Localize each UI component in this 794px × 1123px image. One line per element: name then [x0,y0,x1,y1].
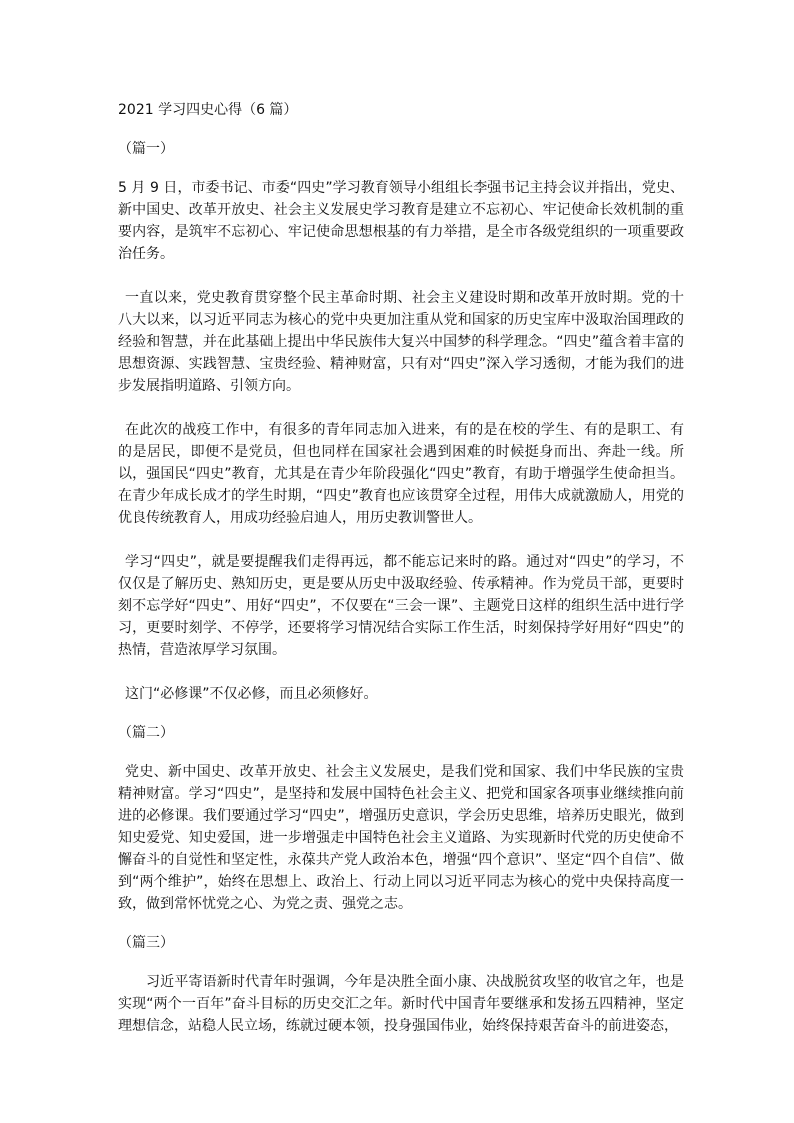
section-label-2: （篇二） [118,725,174,741]
paragraph-1-3: 在此次的战疫工作中，有很多的青年同志加入进来，有的是在校的学生、有的是职工、有的是居民，即便不是党员，但也同样在国家社会遇到困难的时候挺身而出、奔赴一线。所以，强国民“四史”教育，尤其是在青少年阶段强化“四史”教育，有助于增强学生使命担当。在青少年成长成才的学生时期，“四史”教育也应该贯穿全过程，用伟大成就激励人，用党的优良传统教育人，用成功经验启迪人，用历史教训警世人。 [118,422,684,526]
paragraph-3-1: 习近平寄语新时代青年时强调，今年是决胜全面小康、决战脱贫攻坚的收官之年，也是实现“两个一百年”奋斗目标的历史交汇之年。新时代中国青年要继承和发扬五四精神，坚定理想信念，站稳人民立场，练就过硬本领，投身强国伟业，始终保持艰苦奋斗的前进姿态， [118,974,684,1034]
section-label-3: （篇三） [118,935,174,951]
paragraph-1-2: 一直以来，党史教育贯穿整个民主革命时期、社会主义建设时期和改革开放时期。党的十八大以来，以习近平同志为核心的党中央更加注重从党和国家的历史宝库中汲取治国理政的经验和智慧，并在此基础上提出中华民族伟大复兴中国梦的科学理念。“四史”蕴含着丰富的思想资源、实践智慧、宝贵经验、精神财富，只有对“四史”深入学习透彻，才能为我们的进步发展指明道路、引领方向。 [118,290,684,394]
paragraph-1-4: 学习“四史”，就是要提醒我们走得再远，都不能忘记来时的路。通过对“四史”的学习，不仅仅是了解历史、熟知历史，更是要从历史中汲取经验、传承精神。作为党员干部，更要时刻不忘学好“四史”、用好“四史”，不仅要在“三会一课”、主题党日这样的组织生活中进行学习，更要时刻学、不停学，还要将学习情况结合实际工作生活，时刻保持学好用好“四史”的热情，营造浓厚学习氛围。 [118,554,684,658]
document-title: 2021 学习四史心得（6 篇） [118,102,298,118]
paragraph-1-1: 5 月 9 日，市委书记、市委“四史”学习教育领导小组组长李强书记主持会议并指出，党史、新中国史、改革开放史、社会主义发展史学习教育是建立不忘初心、牢记使命长效机制的重要内容，是筑牢不忘初心、牢记使命思想根基的有力举措，是全市各级党组织的一项重要政治任务。 [118,180,684,262]
paragraph-1-5: 这门“必修课”不仅必修，而且必须修好。 [125,686,378,702]
paragraph-2-1: 党史、新中国史、改革开放史、社会主义发展史，是我们党和国家、我们中华民族的宝贵精神财富。学习“四史”，是坚持和发展中国特色社会主义、把党和国家各项事业继续推向前进的必修课。我们要通过学习“四史”，增强历史意识，学会历史思维，培养历史眼光，做到知史爱党、知史爱国，进一步增强走中国特色社会主义道路、为实现新时代党的历史使命不懈奋斗的自觉性和坚定性，永葆共产党人政治本色，增强“四个意识”、坚定“四个自信”、做到“两个维护”，始终在思想上、政治上、行动上同以习近平同志为核心的党中央保持高度一致，做到常怀忧党之心、为党之责、强党之志。 [118,764,684,912]
section-label-1: （篇一） [118,141,174,157]
